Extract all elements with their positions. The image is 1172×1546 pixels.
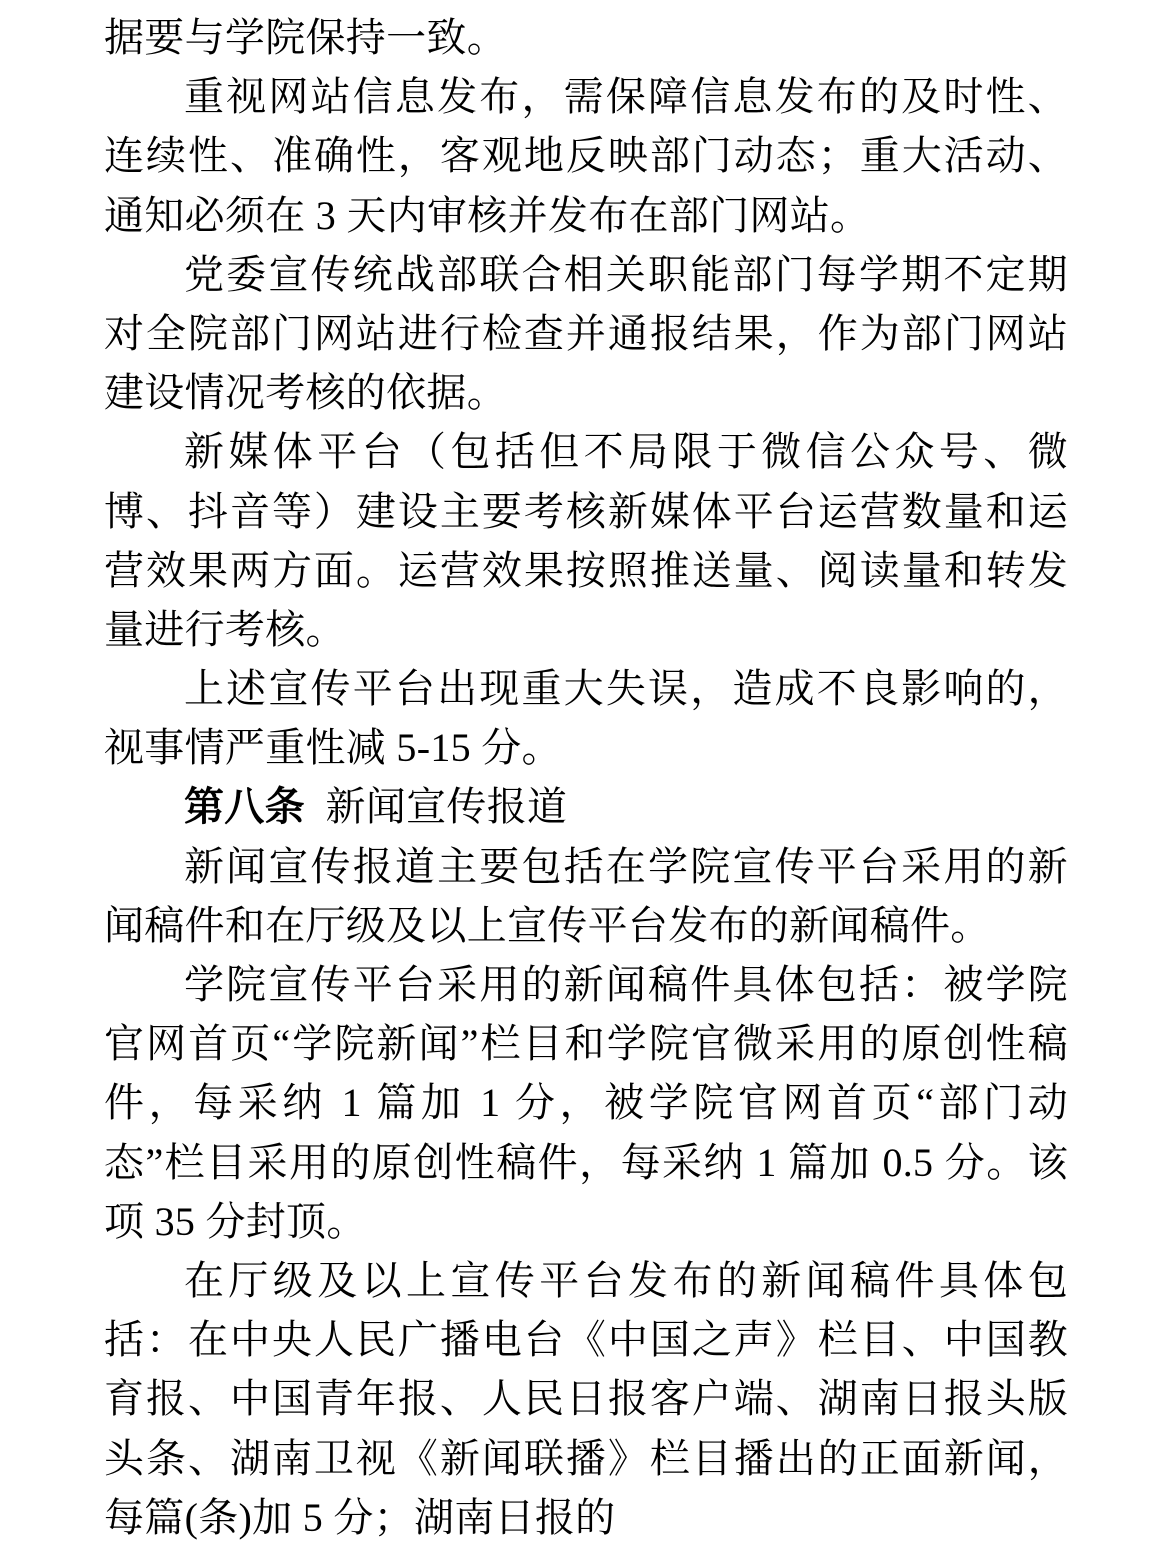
paragraph-inspection: 党委宣传统战部联合相关职能部门每学期不定期对全院部门网站进行检查并通报结果，作为部门网站建设情况考核的依据。 [104,251,1068,416]
paragraph-continuation: 据要与学院保持一致。 [104,15,507,60]
paragraph-website-publishing: 重视网站信息发布，需保障信息发布的及时性、连续性、准确性，客观地反映部门动态；重大活动、通知必须在 3 天内审核并发布在部门网站。 [104,74,1068,238]
section-heading-article-eight [104,777,1068,836]
paragraph-campus-platform-scoring: 学院宣传平台采用的新闻稿件具体包括：被学院官网首页“学院新闻”栏目和学院官微采用的原创性稿件，每采纳 1 篇加 1 分，被学院官网首页“部门动态”栏目采用的原创性稿件，每采纳 1 篇加 0.5 分。该项 35 分封顶。 [104,962,1068,1244]
paragraph-penalty: 上述宣传平台出现重大失误，造成不良影响的，视事情严重性减 5-15 分。 [104,666,1068,771]
document-body [104,8,1068,1546]
paragraph-provincial-platform-scoring: 在厅级及以上宣传平台发布的新闻稿件具体包括：在中央人民广播电台《中国之声》栏目、中国教育报、中国青年报、人民日报客户端、湖南日报头版头条、湖南卫视《新闻联播》栏目播出的正面新闻，每篇(条)加 5 分；湖南日报的 [104,1257,1068,1540]
heading-title: 新闻宣传报道 [325,784,568,830]
heading-number: 第八条 [184,784,305,830]
paragraph-new-media: 新媒体平台（包括但不局限于微信公众号、微博、抖音等）建设主要考核新媒体平台运营数量和运营效果两方面。运营效果按照推送量、阅读量和转发量进行考核。 [104,429,1068,652]
paragraph-news-scope: 新闻宣传报道主要包括在学院宣传平台采用的新闻稿件和在厅级及以上宣传平台发布的新闻稿件。 [104,843,1068,948]
